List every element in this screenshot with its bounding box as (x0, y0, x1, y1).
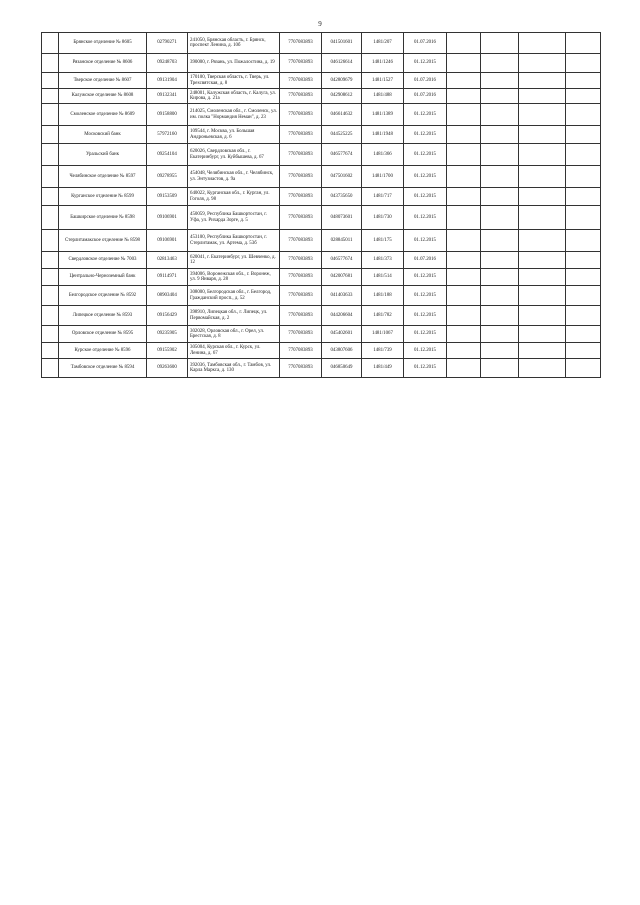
cell-empty (481, 359, 519, 378)
cell-license: 1481/207 (362, 33, 404, 54)
cell-date: 01.12.2015 (404, 306, 447, 326)
cell-okpo: 09263600 (147, 359, 188, 378)
cell-address: 170100, Тверская область, г. Тверь, ул. Трехсвятская, д. 8 (188, 73, 280, 89)
cell-inn: 7707083893 (280, 73, 322, 89)
cell-empty (519, 104, 566, 126)
cell-empty (447, 359, 481, 378)
table-row (42, 188, 601, 206)
cell-okpo: 09248703 (147, 54, 188, 73)
cell-empty (481, 252, 519, 269)
cell-bik: 044206604 (322, 306, 362, 326)
cell-branch-name: Курское отделение № 8596 (59, 343, 147, 359)
cell-address: 241050, Брянская область, г. Брянск, проспект Ленина, д. 10б (188, 33, 280, 54)
cell-empty (566, 343, 601, 359)
cell-branch-name: Челябинское отделение № 8597 (59, 166, 147, 188)
cell-license: 1481/373 (362, 252, 404, 269)
cell-empty (481, 343, 519, 359)
cell-empty (481, 188, 519, 206)
cell-okpo: 09131904 (147, 73, 188, 89)
cell-empty (566, 89, 601, 104)
cell-empty (447, 89, 481, 104)
cell-date: 01.12.2015 (404, 104, 447, 126)
cell-date: 01.12.2015 (404, 166, 447, 188)
cell-bik: 046126614 (322, 54, 362, 73)
cell-date: 01.12.2015 (404, 359, 447, 378)
cell-empty (566, 144, 601, 166)
cell-branch-name: Орловское отделение № 8595 (59, 326, 147, 343)
cell-license: 1481/782 (362, 306, 404, 326)
cell-empty (447, 33, 481, 54)
cell-empty (566, 230, 601, 252)
table-row (42, 230, 601, 252)
cell-empty (566, 188, 601, 206)
cell-inn: 7707083893 (280, 359, 322, 378)
cell-okpo: 09114971 (147, 269, 188, 286)
cell-branch-name: Стерлитамакское отделение № 8598 (59, 230, 147, 252)
cell-address: 620026, Свердловская обл., г. Екатеринбург, ул. Куйбышева, д. 67 (188, 144, 280, 166)
cell-branch-name: Тверское отделение № 8607 (59, 73, 147, 89)
cell-empty (447, 166, 481, 188)
cell-empty (481, 230, 519, 252)
table-row (42, 73, 601, 89)
cell-empty (42, 54, 59, 73)
cell-inn: 7707083893 (280, 206, 322, 230)
cell-branch-name: Липецкое отделение № 8593 (59, 306, 147, 326)
table-row (42, 126, 601, 144)
cell-bik: 028845011 (322, 230, 362, 252)
cell-branch-name: Уральский банк (59, 144, 147, 166)
cell-license: 1481/1527 (362, 73, 404, 89)
cell-empty (481, 269, 519, 286)
cell-empty (447, 286, 481, 306)
cell-empty (447, 126, 481, 144)
cell-branch-name: Башкирское отделение № 8598 (59, 206, 147, 230)
cell-empty (447, 54, 481, 73)
cell-empty (447, 144, 481, 166)
cell-date: 01.12.2015 (404, 230, 447, 252)
cell-okpo: 02790271 (147, 33, 188, 54)
cell-address: 302028, Орловская обл., г. Орел, ул. Брестская, д. 8 (188, 326, 280, 343)
cell-empty (519, 269, 566, 286)
cell-okpo: 57972160 (147, 126, 188, 144)
cell-inn: 7707083893 (280, 33, 322, 54)
page-number: 9 (318, 20, 322, 28)
cell-empty (519, 306, 566, 326)
cell-address: 308000, Белгородская обл., г. Белгород, Гражданский просп., д. 52 (188, 286, 280, 306)
cell-date: 01.07.2016 (404, 252, 447, 269)
cell-bik: 045402601 (322, 326, 362, 343)
cell-empty (519, 126, 566, 144)
cell-date: 01.12.2015 (404, 206, 447, 230)
cell-okpo: 09235905 (147, 326, 188, 343)
cell-inn: 7707083893 (280, 188, 322, 206)
cell-empty (42, 144, 59, 166)
cell-empty (519, 33, 566, 54)
cell-empty (566, 126, 601, 144)
cell-bik: 042007681 (322, 269, 362, 286)
cell-empty (481, 73, 519, 89)
cell-date: 01.12.2015 (404, 144, 447, 166)
cell-empty (481, 286, 519, 306)
cell-bik: 048073601 (322, 206, 362, 230)
cell-empty (519, 166, 566, 188)
cell-bik: 041403633 (322, 286, 362, 306)
cell-date: 01.07.2016 (404, 73, 447, 89)
cell-address: 450059, Республика Башкортостан, г. Уфа, ул. Рихарда Зорге, д. 5 (188, 206, 280, 230)
cell-address: 453100, Республика Башкортостан, г. Стерлитамак, ул. Артема, д. 53б (188, 230, 280, 252)
cell-empty (42, 33, 59, 54)
cell-branch-name: Калужское отделение № 8608 (59, 89, 147, 104)
cell-date: 01.12.2015 (404, 188, 447, 206)
cell-address: 214025, Смоленская обл., г. Смоленск, ул. им. полка "Нормандия Неман", д. 23 (188, 104, 280, 126)
cell-empty (519, 89, 566, 104)
cell-empty (566, 33, 601, 54)
cell-license: 1481/1067 (362, 326, 404, 343)
cell-okpo: 09155902 (147, 343, 188, 359)
cell-empty (481, 54, 519, 73)
table-row (42, 343, 601, 359)
cell-inn: 7707083893 (280, 286, 322, 306)
cell-empty (519, 188, 566, 206)
cell-address: 640022, Курганская обл., г. Курган, ул. Гоголя, д. 98 (188, 188, 280, 206)
cell-license: 1481/1700 (362, 166, 404, 188)
cell-empty (42, 286, 59, 306)
table-row (42, 359, 601, 378)
cell-empty (481, 306, 519, 326)
cell-branch-name: Курганское отделение № 8599 (59, 188, 147, 206)
cell-bik: 046614632 (322, 104, 362, 126)
cell-empty (566, 73, 601, 89)
cell-okpo: 09156429 (147, 306, 188, 326)
cell-empty (447, 326, 481, 343)
cell-branch-name: Белгородское отделение № 8592 (59, 286, 147, 306)
cell-license: 1481/188 (362, 286, 404, 306)
table-row (42, 269, 601, 286)
cell-okpo: 02813463 (147, 252, 188, 269)
cell-date: 01.12.2015 (404, 126, 447, 144)
cell-inn: 7707083893 (280, 54, 322, 73)
cell-okpo: 09158800 (147, 104, 188, 126)
cell-license: 1481/717 (362, 188, 404, 206)
cell-empty (447, 104, 481, 126)
cell-empty (566, 252, 601, 269)
cell-date: 01.07.2016 (404, 89, 447, 104)
cell-okpo: 09254104 (147, 144, 188, 166)
cell-branch-name: Московский банк (59, 126, 147, 144)
cell-empty (42, 73, 59, 89)
cell-empty (481, 33, 519, 54)
cell-license: 1481/175 (362, 230, 404, 252)
cell-empty (566, 286, 601, 306)
cell-empty (42, 269, 59, 286)
cell-address: 305004, Курская обл., г. Курск, ул. Ленина, д. 67 (188, 343, 280, 359)
cell-license: 1481/1948 (362, 126, 404, 144)
table-row (42, 33, 601, 54)
cell-empty (481, 126, 519, 144)
cell-address: 248001, Калужская область, г. Калуга, ул. Кирова, д. 21а (188, 89, 280, 104)
cell-empty (42, 252, 59, 269)
cell-empty (42, 104, 59, 126)
cell-license: 1481/730 (362, 206, 404, 230)
cell-empty (481, 89, 519, 104)
cell-empty (481, 166, 519, 188)
cell-empty (447, 73, 481, 89)
cell-empty (519, 286, 566, 306)
cell-bik: 043735650 (322, 188, 362, 206)
cell-empty (566, 269, 601, 286)
cell-okpo: 09278955 (147, 166, 188, 188)
cell-empty (447, 252, 481, 269)
cell-okpo: 09153509 (147, 188, 188, 206)
cell-empty (42, 343, 59, 359)
cell-license: 1481/514 (362, 269, 404, 286)
cell-empty (42, 326, 59, 343)
cell-bik: 046577674 (322, 144, 362, 166)
cell-empty (566, 306, 601, 326)
cell-inn: 7707083893 (280, 252, 322, 269)
table-row (42, 306, 601, 326)
cell-license: 1481/1389 (362, 104, 404, 126)
cell-okpo: 09106901 (147, 230, 188, 252)
branch-table (41, 32, 601, 378)
cell-license: 1481/1246 (362, 54, 404, 73)
cell-bik: 041501601 (322, 33, 362, 54)
table-row (42, 326, 601, 343)
cell-bik: 046577674 (322, 252, 362, 269)
table-row (42, 144, 601, 166)
cell-branch-name: Тамбовское отделение № 8594 (59, 359, 147, 378)
cell-okpo: 09132341 (147, 89, 188, 104)
cell-license: 1481/366 (362, 144, 404, 166)
cell-inn: 7707083893 (280, 126, 322, 144)
cell-address: 392036, Тамбовская обл., г. Тамбов, ул. Карла Маркса, д. 130 (188, 359, 280, 378)
cell-okpo: 09106901 (147, 206, 188, 230)
cell-empty (447, 343, 481, 359)
cell-empty (566, 206, 601, 230)
cell-empty (519, 206, 566, 230)
cell-empty (481, 104, 519, 126)
cell-empty (566, 104, 601, 126)
cell-empty (481, 144, 519, 166)
cell-empty (42, 89, 59, 104)
cell-empty (42, 206, 59, 230)
cell-date: 01.12.2015 (404, 343, 447, 359)
table-row (42, 286, 601, 306)
cell-date: 01.12.2015 (404, 326, 447, 343)
cell-inn: 7707083893 (280, 89, 322, 104)
cell-empty (519, 252, 566, 269)
cell-bik: 046850649 (322, 359, 362, 378)
cell-inn: 7707083893 (280, 144, 322, 166)
cell-okpo: 08903404 (147, 286, 188, 306)
cell-date: 01.12.2015 (404, 269, 447, 286)
cell-branch-name: Рязанское отделение № 8606 (59, 54, 147, 73)
cell-address: 394006, Воронежская обл., г. Воронеж, ул. 9 Января, д. 28 (188, 269, 280, 286)
cell-inn: 7707083893 (280, 306, 322, 326)
cell-branch-name: Свердловское отделение № 7003 (59, 252, 147, 269)
table-row (42, 104, 601, 126)
cell-inn: 7707083893 (280, 166, 322, 188)
table-row (42, 89, 601, 104)
cell-inn: 7707083893 (280, 343, 322, 359)
cell-bik: 047501602 (322, 166, 362, 188)
cell-address: 454048, Челябинская обл., г. Челябинск, ул. Энтузиастов, д. 9а (188, 166, 280, 188)
table-row (42, 206, 601, 230)
table-row (42, 54, 601, 73)
cell-empty (447, 206, 481, 230)
cell-license: 1481/488 (362, 89, 404, 104)
cell-branch-name: Центрально-Черноземный банк (59, 269, 147, 286)
cell-empty (42, 126, 59, 144)
cell-empty (42, 188, 59, 206)
cell-address: 398910, Липецкая обл., г. Липецк, ул. Первомайская, д. 2 (188, 306, 280, 326)
cell-empty (519, 343, 566, 359)
cell-empty (447, 230, 481, 252)
cell-date: 01.07.2016 (404, 33, 447, 54)
cell-address: 620041, г. Екатеринбург, ул. Шевченко, д. 12 (188, 252, 280, 269)
cell-empty (481, 326, 519, 343)
cell-address: 390000, г. Рязань, ул. Пожалостина, д. 19 (188, 54, 280, 73)
table-row (42, 252, 601, 269)
cell-inn: 7707083893 (280, 269, 322, 286)
cell-empty (566, 359, 601, 378)
cell-empty (42, 230, 59, 252)
cell-branch-name: Брянское отделение № 8605 (59, 33, 147, 54)
cell-empty (519, 144, 566, 166)
cell-date: 01.12.2015 (404, 54, 447, 73)
cell-empty (566, 54, 601, 73)
cell-empty (447, 306, 481, 326)
cell-empty (447, 269, 481, 286)
cell-bik: 042809679 (322, 73, 362, 89)
cell-address: 109544, г. Москва, ул. Большая Андроньевская, д. 6 (188, 126, 280, 144)
cell-empty (42, 359, 59, 378)
cell-bik: 043807606 (322, 343, 362, 359)
cell-bik: 042908612 (322, 89, 362, 104)
cell-empty (519, 73, 566, 89)
cell-empty (519, 230, 566, 252)
cell-empty (42, 166, 59, 188)
cell-bik: 044525225 (322, 126, 362, 144)
cell-inn: 7707083893 (280, 326, 322, 343)
cell-inn: 7707083893 (280, 230, 322, 252)
cell-empty (519, 54, 566, 73)
cell-license: 1481/449 (362, 359, 404, 378)
cell-empty (566, 166, 601, 188)
cell-inn: 7707083893 (280, 104, 322, 126)
cell-empty (42, 306, 59, 326)
cell-branch-name: Смоленское отделение № 8609 (59, 104, 147, 126)
cell-empty (481, 206, 519, 230)
cell-empty (519, 359, 566, 378)
cell-empty (566, 326, 601, 343)
cell-license: 1481/739 (362, 343, 404, 359)
table-row (42, 166, 601, 188)
cell-date: 01.12.2015 (404, 286, 447, 306)
cell-empty (447, 188, 481, 206)
cell-empty (519, 326, 566, 343)
